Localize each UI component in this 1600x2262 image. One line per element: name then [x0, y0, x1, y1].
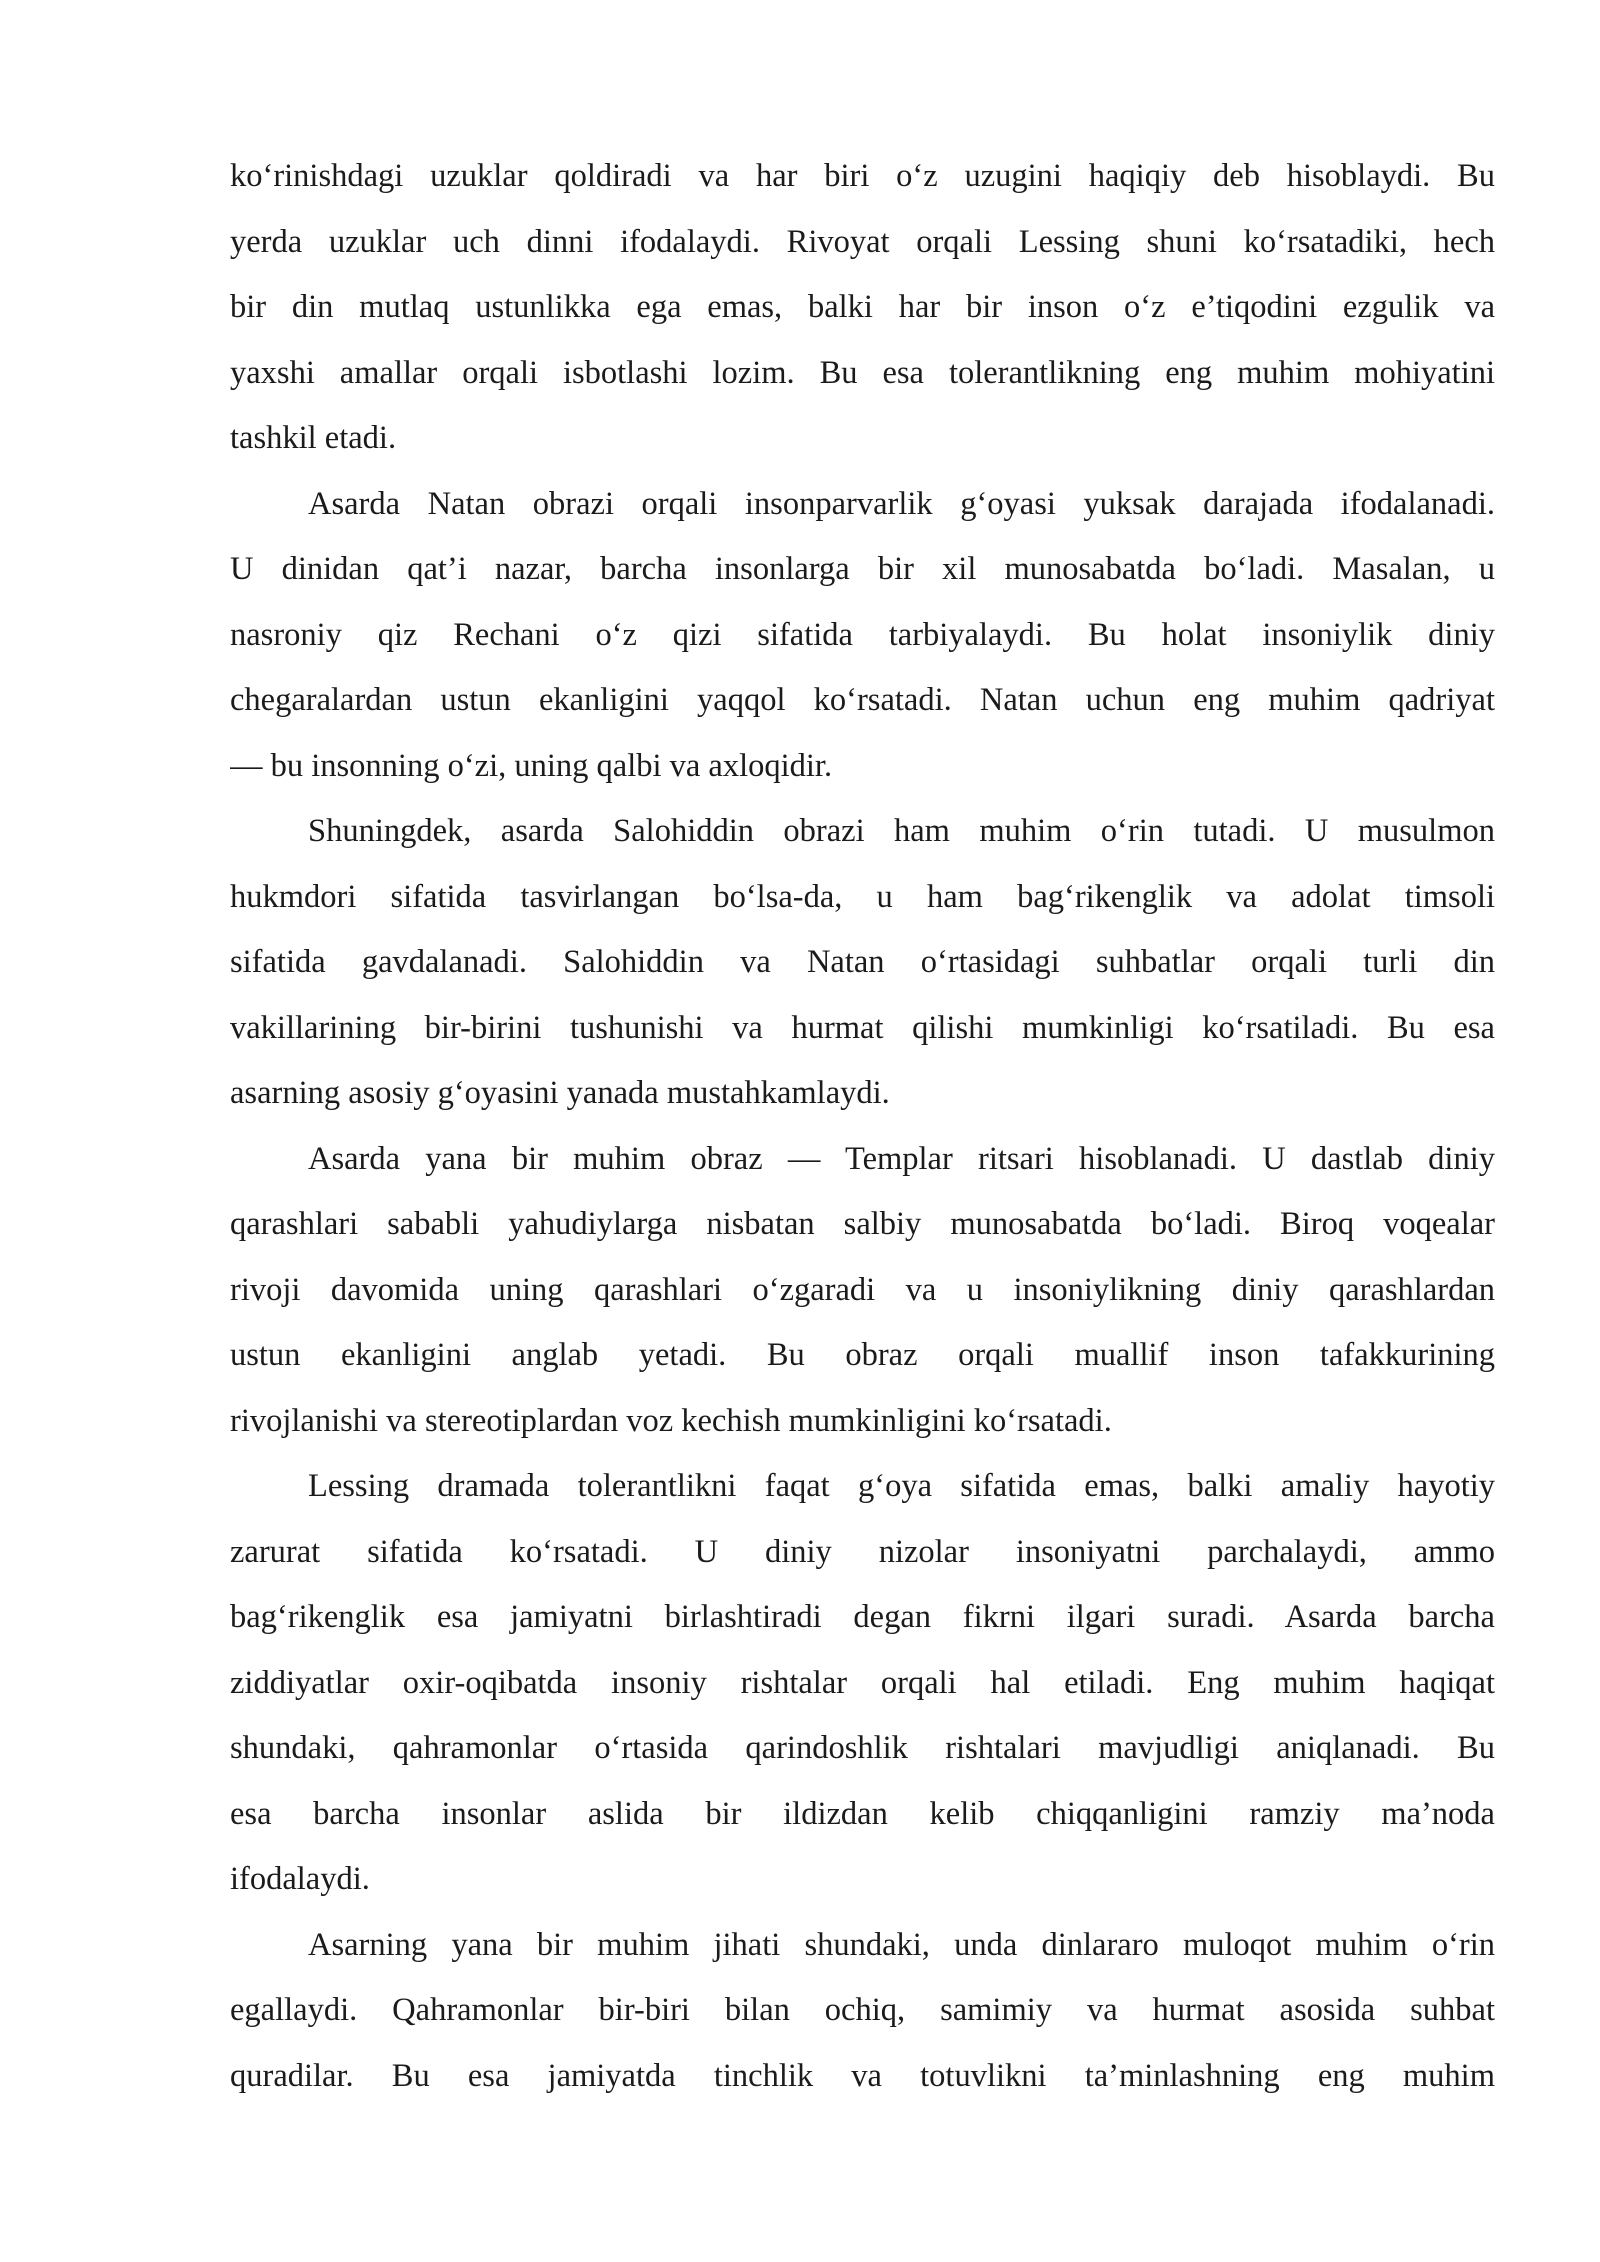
- paragraph: [230, 1127, 1495, 1455]
- text-line: bag‘rikenglik esa jamiyatni birlashtiradi degan fikrni ilgari suradi. Asarda barcha: [230, 1599, 1495, 1635]
- text-line: quradilar. Bu esa jamiyatda tinchlik va totuvlikni ta’minlashning eng muhim: [230, 2057, 1495, 2094]
- text-line: rivojlanishi va stereotiplardan voz kechish mumkinligini ko‘rsatadi.: [230, 1402, 1112, 1439]
- text-line: Asarda yana bir muhim obraz — Templar ritsari hisoblanadi. U dastlab diniy: [308, 1140, 1495, 1177]
- text-line: ustun ekanligini anglab yetadi. Bu obraz orqali muallif inson tafakkurining: [230, 1337, 1495, 1373]
- text-line: bir din mutlaq ustunlikka ega emas, balki har bir inson o‘z e’tiqodini ezgulik va: [230, 289, 1495, 325]
- text-line: asarning asosiy g‘oyasini yanada mustahkamlaydi.: [230, 1075, 890, 1111]
- text-line: ziddiyatlar oxir-oqibatda insoniy rishtalar orqali hal etiladi. Eng muhim haqiqat: [230, 1664, 1495, 1701]
- text-line: — bu insonning o‘zi, uning qalbi va axloqidir.: [230, 747, 833, 784]
- text-line: shundaki, qahramonlar o‘rtasida qarindoshlik rishtalari mavjudligi aniqlanadi. Bu: [230, 1730, 1495, 1766]
- text-line: rivoji davomida uning qarashlari o‘zgaradi va u insoniylikning diniy qarashlardan: [230, 1271, 1495, 1308]
- text-line: egallaydi. Qahramonlar bir-biri bilan ochiq, samimiy va hurmat asosida suhbat: [230, 1992, 1495, 2028]
- paragraph: [230, 144, 1495, 472]
- body-text: [230, 144, 1495, 2109]
- paragraph: [230, 472, 1495, 800]
- text-line: hukmdori sifatida tasvirlangan bo‘lsa-da, u ham bag‘rikenglik va adolat timsoli: [230, 878, 1495, 915]
- text-line: nasroniy qiz Rechani o‘z qizi sifatida tarbiyalaydi. Bu holat insoniylik diniy: [230, 616, 1495, 653]
- text-line: Shuningdek, asarda Salohiddin obrazi ham muhim o‘rin tutadi. U musulmon: [308, 813, 1495, 849]
- text-line: yaxshi amallar orqali isbotlashi lozim. Bu esa tolerantlikning eng muhim mohiyatini: [230, 354, 1495, 391]
- text-line: yerda uzuklar uch dinni ifodalaydi. Rivoyat orqali Lessing shuni ko‘rsatadiki, hech: [230, 223, 1495, 260]
- text-line: zarurat sifatida ko‘rsatadi. U diniy nizolar insoniyatni parchalaydi, ammo: [230, 1533, 1495, 1570]
- text-line: Asarda Natan obrazi orqali insonparvarlik g‘oyasi yuksak darajada ifodalanadi.: [308, 485, 1495, 522]
- text-line: esa barcha insonlar aslida bir ildizdan kelib chiqqanligini ramziy ma’noda: [230, 1795, 1495, 1832]
- text-line: ifodalaydi.: [230, 1861, 370, 1897]
- paragraph: [230, 799, 1495, 1127]
- text-line: U dinidan qat’i nazar, barcha insonlarga bir xil munosabatda bo‘ladi. Masalan, u: [230, 551, 1495, 587]
- text-line: chegaralardan ustun ekanligini yaqqol ko‘rsatadi. Natan uchun eng muhim qadriyat: [230, 682, 1495, 718]
- text-line: ko‘rinishdagi uzuklar qoldiradi va har biri o‘z uzugini haqiqiy deb hisoblaydi. Bu: [230, 158, 1495, 194]
- text-line: vakillarining bir-birini tushunishi va hurmat qilishi mumkinligi ko‘rsatiladi. Bu esa: [230, 1009, 1495, 1046]
- text-line: tashkil etadi.: [230, 420, 397, 456]
- text-line: qarashlari sababli yahudiylarga nisbatan salbiy munosabatda bo‘ladi. Biroq voqealar: [230, 1206, 1495, 1242]
- text-line: Asarning yana bir muhim jihati shundaki, unda dinlararo muloqot muhim o‘rin: [308, 1926, 1495, 1963]
- paragraph: [230, 1454, 1495, 1913]
- text-line: sifatida gavdalanadi. Salohiddin va Natan o‘rtasidagi suhbatlar orqali turli din: [230, 944, 1495, 980]
- text-line: Lessing dramada tolerantlikni faqat g‘oya sifatida emas, balki amaliy hayotiy: [308, 1468, 1495, 1504]
- paragraph: [230, 1913, 1495, 2110]
